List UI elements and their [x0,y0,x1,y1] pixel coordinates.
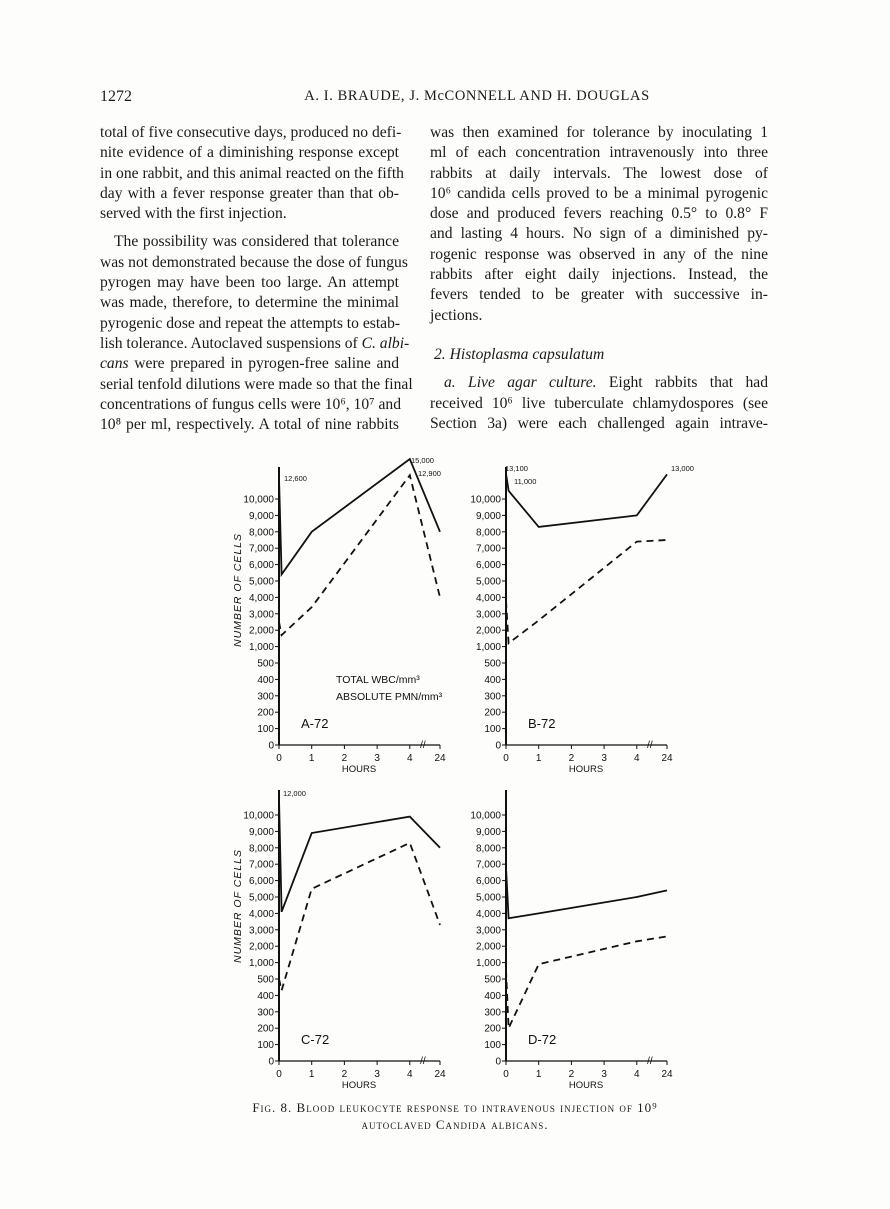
x-tick-label: 24 [661,1069,673,1080]
y-tick-label: 9,000 [248,510,274,522]
y-tick-label: 10,000 [243,494,274,506]
figure-caption-line-1: Fig. 8. Blood leukocyte response to intravenous injection of 10⁹ [252,1100,658,1115]
y-axis-label: NUMBER OF CELLS [232,533,244,647]
y-tick-label: 500 [257,974,274,986]
y-tick-label: 3,000 [248,925,274,937]
x-tick-label: 1 [535,753,542,764]
wbc-series-line [279,799,440,912]
y-tick-label: 2,000 [248,941,274,953]
value-annotation: 13,000 [671,464,694,473]
text-span: serial tenfold dilutions were made so that the final [100,375,413,393]
axis-break-mark: // [420,1056,426,1067]
y-tick-label: 9,000 [475,826,501,838]
x-axis-label: HOURS [341,1080,377,1091]
y-tick-label: 2,000 [475,625,501,637]
x-tick-label: 0 [276,753,282,764]
text-span: 2. Histoplasma capsulatum [434,345,605,363]
y-tick-label: 5,000 [475,576,501,588]
y-tick-label: 10,000 [470,810,501,822]
x-axis-label: HOURS [341,764,377,775]
text-span: rogenic response was observed in any of the nine [430,245,768,263]
y-tick-label: 300 [257,1007,274,1019]
text-span: and lasting 4 hours. No sign of a diminished py- [430,225,768,243]
y-tick-label: 200 [257,1023,274,1035]
y-tick-label: 400 [257,674,274,686]
legend-entry: TOTAL WBC/mm³ [336,674,420,686]
y-tick-label: 1,000 [475,642,501,654]
y-tick-label: 4,000 [248,908,274,920]
y-tick-label: 400 [484,674,501,686]
y-tick-label: 300 [484,1007,501,1019]
y-tick-label: 2,000 [475,941,501,953]
value-annotation: 15,000 [411,456,434,465]
y-tick-label: 6,000 [248,876,274,888]
x-tick-label: 24 [434,1069,446,1080]
text-span: pyrogenic dose and repeat the attempts to estab- [100,314,401,332]
y-tick-label: 0 [495,1056,501,1068]
y-tick-label: 100 [257,1040,274,1052]
x-tick-label: 3 [601,753,607,764]
x-tick-label: 4 [634,1069,640,1080]
text-span: nite evidence of a diminishing response except [100,144,399,162]
y-tick-label: 200 [484,707,501,719]
y-tick-label: 9,000 [248,826,274,838]
y-tick-label: 500 [484,974,501,986]
y-tick-label: 5,000 [248,892,274,904]
y-tick-label: 5,000 [248,576,274,588]
text-span: rabbits at daily intervals. The lowest dose of [430,164,768,182]
x-tick-label: 2 [568,753,575,764]
y-tick-label: 500 [484,658,501,670]
y-tick-label: 4,000 [475,908,501,920]
x-axis-label: HOURS [568,764,604,775]
y-tick-label: 7,000 [475,543,501,555]
x-tick-label: 4 [407,753,413,764]
axis-break-mark: // [647,740,653,751]
y-tick-label: 7,000 [248,859,274,871]
text-span: jections. [430,306,483,324]
x-tick-label: 3 [374,753,380,764]
value-annotation: 12,000 [283,789,306,798]
panel-label: B-72 [528,716,556,731]
y-tick-label: 1,000 [248,642,274,654]
y-tick-label: 0 [268,1056,274,1068]
value-annotation: 13,100 [505,464,528,473]
text-span: lish tolerance. Autoclaved suspensions of [100,334,362,352]
text-span: rabbits after eight daily injections. Instead, the [430,266,768,284]
text-span: 10⁸ per ml, respectively. A total of nine rabbits [100,416,399,434]
y-tick-label: 10,000 [470,494,501,506]
page-number: 1272 [100,88,132,105]
x-tick-label: 3 [374,1069,380,1080]
text-span: total of five consecutive days, produced no defi- [100,124,402,141]
x-tick-label: 24 [661,753,673,764]
x-axis-label: HOURS [568,1080,604,1091]
pmn-series-line [279,843,440,991]
value-annotation: 11,000 [514,477,537,486]
text-span: dose and produced fevers reaching 0.5° to 0.8° F [430,205,768,223]
x-tick-label: 1 [308,1069,315,1080]
pmn-series-line [506,936,667,1028]
x-tick-label: 2 [568,1069,575,1080]
text-span: was not demonstrated because the dose of fungus [100,253,408,271]
x-tick-label: 0 [503,1069,509,1080]
text-span: cans [100,355,129,373]
y-tick-label: 0 [268,740,274,752]
axis-break-mark: // [420,740,426,751]
y-axis-label: NUMBER OF CELLS [232,849,244,963]
y-tick-label: 300 [257,691,274,703]
text-span: fevers tended to be greater with successive in- [430,286,768,304]
y-tick-label: 400 [484,990,501,1002]
text-span: was made, therefore, to determine the minimal [100,294,399,312]
x-tick-label: 24 [434,753,446,764]
text-span: received 10⁶ live tuberculate chlamydospores (see [430,394,768,412]
y-tick-label: 9,000 [475,510,501,522]
text-span: Section 3a) were each challenged again intrave- [430,414,768,432]
text-span: concentrations of fungus cells were 10⁶, 10⁷ and [100,395,402,413]
pmn-series-line [279,475,440,635]
x-tick-label: 2 [341,1069,348,1080]
text-span: 10⁶ candida cells proved to be a minimal pyrogenic [430,184,768,202]
y-tick-label: 3,000 [248,609,274,621]
axis-break-mark: // [647,1056,653,1067]
y-tick-label: 1,000 [248,958,274,970]
x-tick-label: 4 [634,753,640,764]
x-tick-label: 3 [601,1069,607,1080]
x-tick-label: 1 [535,1069,542,1080]
text-span: served with the first injection. [100,205,287,223]
value-annotation: 12,900 [418,469,441,478]
y-tick-label: 4,000 [248,592,274,604]
x-tick-label: 0 [503,753,509,764]
text-span: in one rabbit, and this animal reacted on the fifth [100,164,404,182]
y-tick-label: 3,000 [475,609,501,621]
y-tick-label: 4,000 [475,592,501,604]
y-tick-label: 8,000 [475,843,501,855]
x-tick-label: 2 [341,753,348,764]
pmn-series-line [506,540,667,643]
text-span: was then examined for tolerance by inoculating 1 [430,124,768,141]
text-span: Eight rabbits that had [596,374,769,392]
y-tick-label: 200 [484,1023,501,1035]
y-tick-label: 8,000 [248,843,274,855]
y-tick-label: 6,000 [475,876,501,888]
x-tick-label: 1 [308,753,315,764]
panel-label: D-72 [528,1032,557,1047]
y-tick-label: 100 [484,1040,501,1052]
y-tick-label: 3,000 [475,925,501,937]
text-span: were prepared in pyrogen-free saline and [128,355,399,373]
y-tick-label: 7,000 [248,543,274,555]
wbc-series-line [506,868,667,919]
x-tick-label: 4 [407,1069,413,1080]
y-tick-label: 10,000 [243,810,274,822]
y-tick-label: 6,000 [475,560,501,572]
text-span: The possibility was considered that tolerance [114,233,399,251]
y-tick-label: 100 [257,724,274,736]
y-tick-label: 500 [257,658,274,670]
y-tick-label: 200 [257,707,274,719]
y-tick-label: 300 [484,691,501,703]
text-span: day with a fever response greater than that ob- [100,184,399,202]
panel-label: C-72 [301,1032,330,1047]
y-tick-label: 100 [484,724,501,736]
text-span: a. Live agar culture. [444,374,597,392]
text-span: C. albi- [361,334,410,352]
value-annotation: 12,600 [284,474,307,483]
y-tick-label: 7,000 [475,859,501,871]
y-tick-label: 2,000 [248,625,274,637]
text-span: pyrogen may have been too large. An attempt [100,274,399,292]
y-tick-label: 0 [495,740,501,752]
y-tick-label: 5,000 [475,892,501,904]
y-tick-label: 400 [257,990,274,1002]
running-header-authors: A. I. BRAUDE, J. McCONNELL AND H. DOUGLAS [304,88,650,104]
y-tick-label: 8,000 [475,527,501,539]
y-tick-label: 6,000 [248,560,274,572]
text-span: ml of each concentration intravenously into three [430,144,768,162]
figure-caption-line-2: autoclaved Candida albicans. [361,1117,549,1132]
y-tick-label: 1,000 [475,958,501,970]
legend-entry: ABSOLUTE PMN/mm³ [336,691,443,703]
panel-label: A-72 [301,716,329,731]
x-tick-label: 0 [276,1069,282,1080]
y-tick-label: 8,000 [248,527,274,539]
